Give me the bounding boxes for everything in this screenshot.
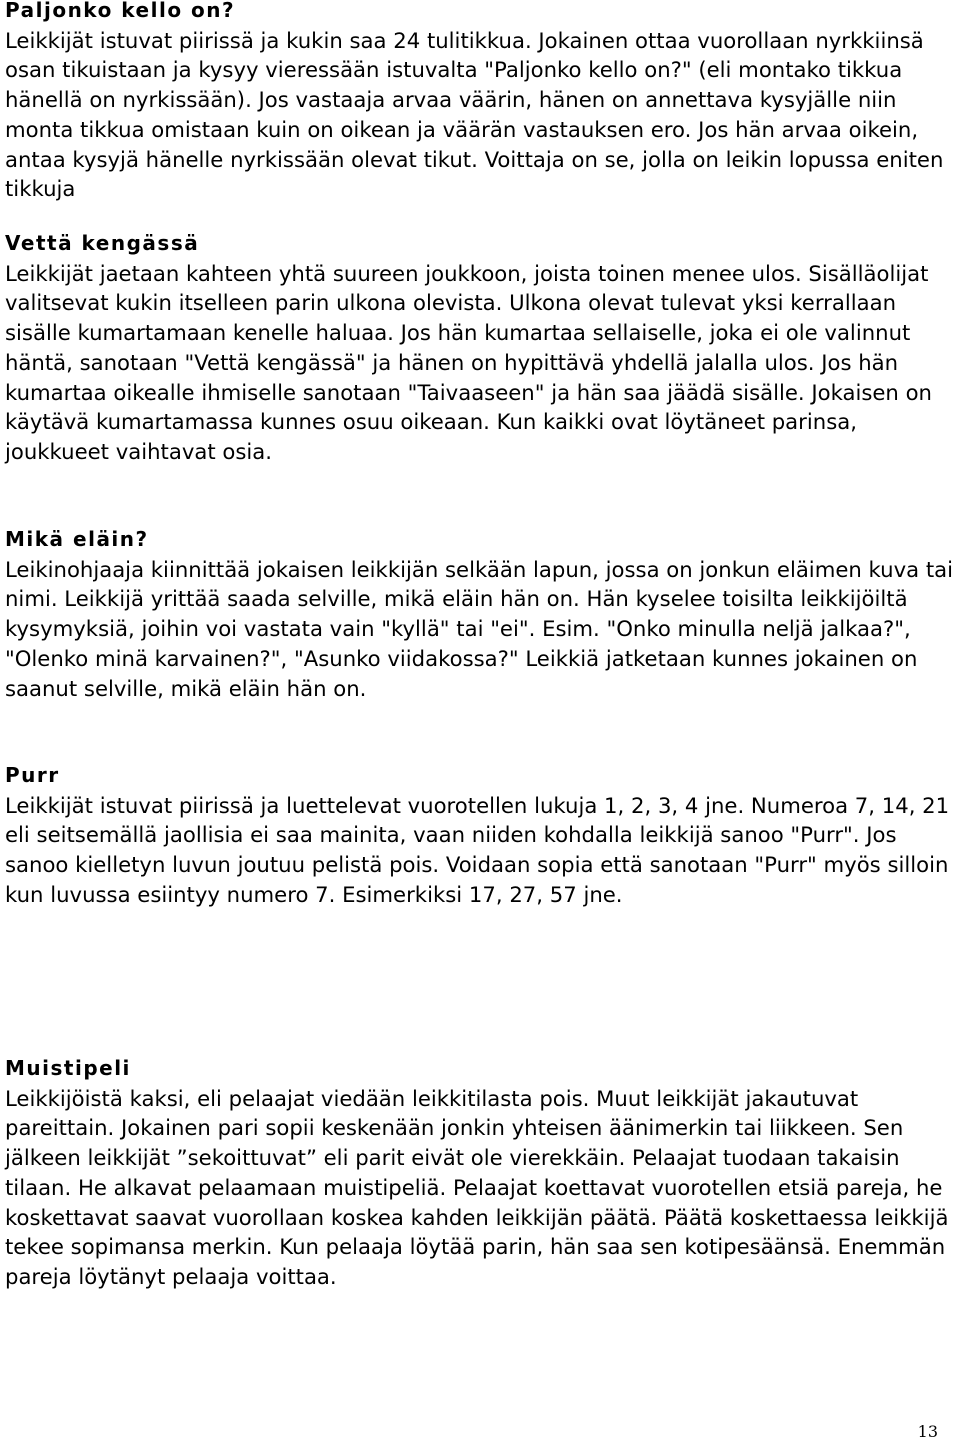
section-title: Purr: [5, 763, 60, 787]
section-text: Leikinohjaaja kiinnittää jokaisen leikkijän selkään lapun, jossa on jonkun eläimen kuva tai nimi. Leikkijä yrittää saada selville, mikä eläin hän on. Hän kyselee toisilta leikkijöiltä kysymyksiä, joihin voi vastata vain "kyllä" tai "ei". Esim. "Onko minulla neljä jalkaa?", "Olenko minä karvainen?", "Asunko viidakossa?" Leikkiä jatketaan kunnes jokainen on saanut selville, mikä eläin hän on.: [5, 556, 954, 701]
section-text: Leikkijöistä kaksi, eli pelaajat viedään leikkitilasta pois. Muut leikkijät jakautuvat pareittain. Jokainen pari sopii keskenään jonkin yhteisen äänimerkin tai liikkeen. Sen jälkeen leikkijät ”sekoittuvat” eli parit eivät ole vierekkäin. Pelaajat tuodaan takaisin tilaan. He alkavat pelaamaan muistipeliä. Pelaajat koettavat vuorotellen etsiä pareja, he koskettavat saavat vuorollaan koskea kahden leikkijän päätä. Päätä koskettaessa leikkijä tekee sopimansa merkin. Kun pelaaja löytää parin, hän saa sen kotipesäänsä. Enemmän pareja löytänyt pelaaja voittaa.: [5, 1085, 949, 1289]
page-number: 13: [917, 1422, 938, 1441]
section-title: Paljonko kello on?: [5, 0, 236, 22]
section-purr: [5, 761, 957, 910]
section-title: Muistipeli: [5, 1056, 131, 1080]
section-title: Vettä kengässä: [5, 231, 200, 255]
section-paljonko-kello-on: [5, 0, 957, 204]
section-title: Mikä eläin?: [5, 527, 149, 551]
section-muistipeli: [5, 1054, 957, 1292]
section-text: Leikkijät istuvat piirissä ja luettelevat vuorotellen lukuja 1, 2, 3, 4 jne. Numeroa 7, 14, 21 eli seitsemällä jaollisia ei saa mainita, vaan niiden kohdalla leikkijä sanoo "Purr". Jos sanoo kielletyn luvun joutuu pelistä pois. Voidaan sopia että sanotaan "Purr" myös silloin kun luvussa esiintyy numero 7. Esimerkiksi 17, 27, 57 jne.: [5, 792, 950, 907]
section-vetta-kengassa: [5, 229, 957, 467]
section-mika-elain: [5, 525, 957, 703]
section-text: Leikkijät istuvat piirissä ja kukin saa 24 tulitikkua. Jokainen ottaa vuorollaan nyrkkiinsä osan tikuistaan ja kysyy vieressään istuvalta "Paljonko kello on?" (eli montako tikkua hänellä on nyrkissään). Jos vastaaja arvaa väärin, hänen on annettava kysyjälle niin monta tikkua omistaan kuin on oikean ja väärän vastauksen ero. Jos hän arvaa oikein, antaa kysyjä hänelle nyrkissään olevat tikut. Voittaja on se, jolla on leikin lopussa eniten tikkuja: [5, 27, 944, 202]
section-text: Leikkijät jaetaan kahteen yhtä suureen joukkoon, joista toinen menee ulos. Sisälläolijat valitsevat kukin itselleen parin ulkona olevista. Ulkona olevat tulevat yksi kerrallaan sisälle kumartamaan kenelle haluaa. Jos hän kumartaa sellaiselle, joka ei ole valinnut häntä, sanotaan "Vettä kengässä" ja hänen on hypittävä yhdellä jalalla ulos. Jos hän kumartaa oikealle ihmiselle sanotaan "Taivaaseen" ja hän saa jäädä sisälle. Jokaisen on käytävä kumartamassa kunnes osuu oikeaan. Kun kaikki ovat löytäneet parinsa, joukkueet vaihtavat osia.: [5, 260, 932, 464]
